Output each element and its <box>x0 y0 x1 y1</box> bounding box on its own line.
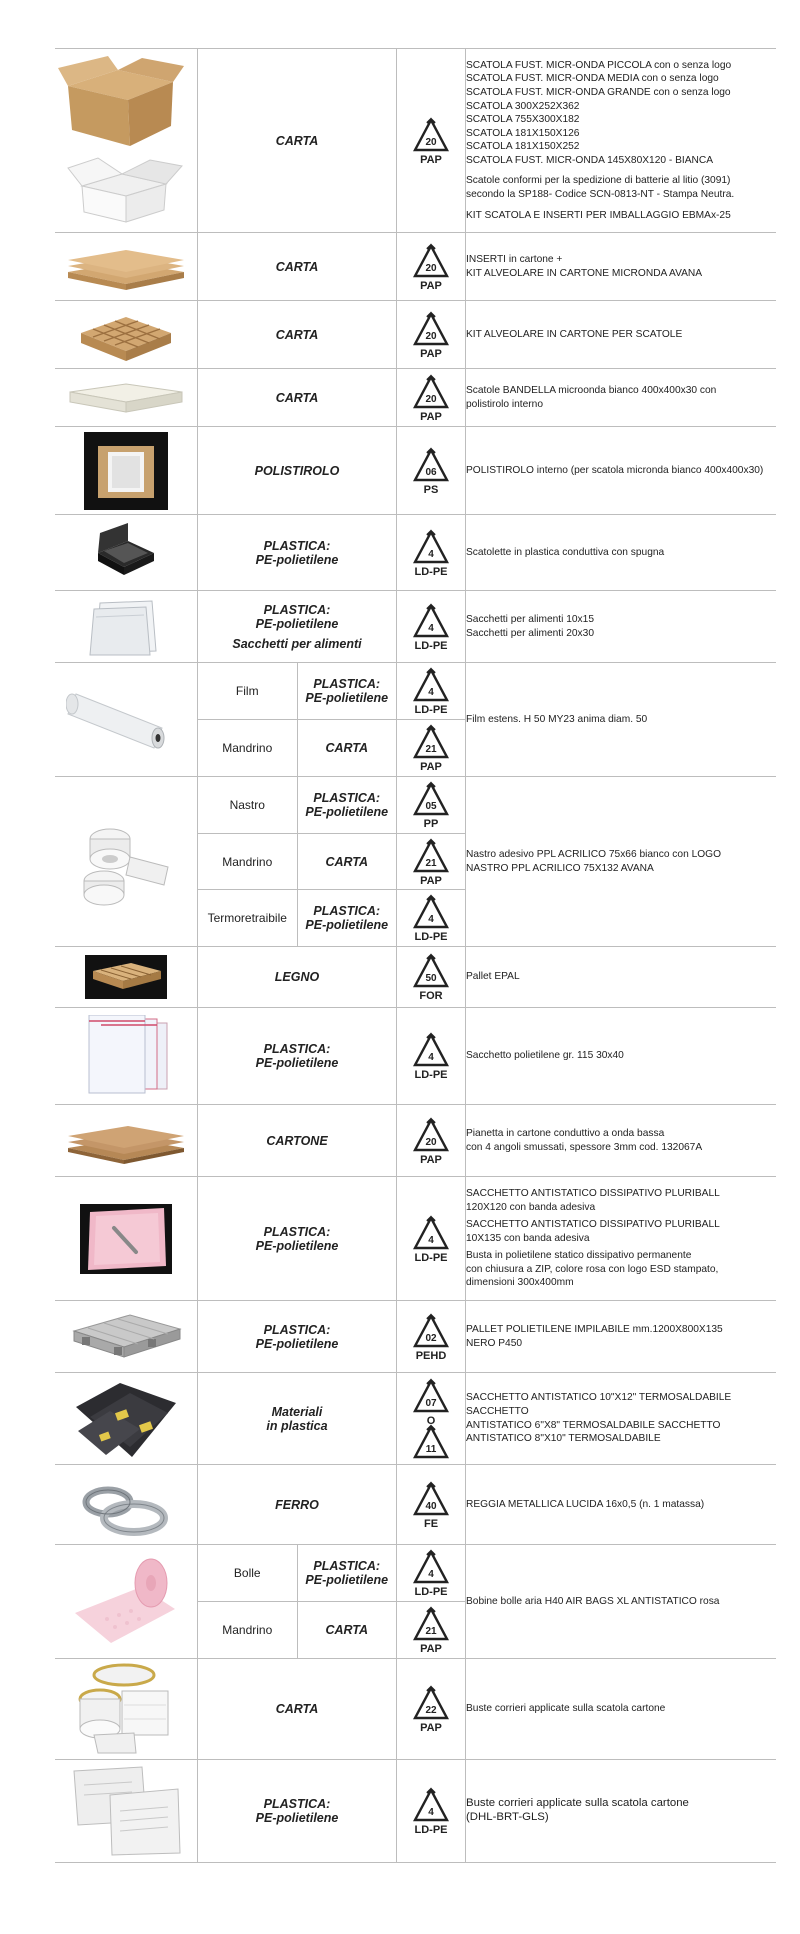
table-row <box>55 1760 776 1863</box>
table-row <box>55 369 776 427</box>
recycling-triangle-icon <box>411 243 451 291</box>
material-cell: Materiali in plastica <box>198 1373 397 1465</box>
svg-text:LD-PE: LD-PE <box>414 1069 448 1080</box>
product-image-cell <box>55 1301 198 1373</box>
recycling-triangle-pair-icon <box>411 1378 451 1460</box>
recycling-triangle-icon <box>411 724 451 772</box>
material-cell: PLASTICA: PE-polietilene <box>198 1008 397 1105</box>
description-cell: KIT ALVEOLARE IN CARTONE PER SCATOLE <box>466 301 777 369</box>
material-cell: PLASTICA: PE-polietilene <box>297 777 397 834</box>
part-label-cell: Mandrino <box>198 720 298 777</box>
svg-text:22: 22 <box>425 1705 437 1716</box>
table-row <box>55 1659 776 1760</box>
recycling-triangle-icon <box>411 1549 451 1597</box>
plastic-pallet-image <box>68 1309 184 1365</box>
material-cell: CARTONE <box>198 1105 397 1177</box>
recycling-symbol-cell <box>397 369 466 427</box>
metal-strap-image <box>78 1468 174 1542</box>
polyethylene-bags-image <box>81 1015 171 1097</box>
adhesive-tape-image <box>76 817 176 907</box>
svg-text:20: 20 <box>425 330 437 342</box>
svg-text:PAP: PAP <box>420 1722 442 1733</box>
recycling-symbol-cell <box>397 663 466 720</box>
svg-text:PAP: PAP <box>420 347 442 359</box>
svg-text:LD-PE: LD-PE <box>414 1251 448 1263</box>
recycling-triangle-icon <box>411 1313 451 1361</box>
recycling-table <box>55 48 776 1863</box>
svg-text:4: 4 <box>428 548 434 560</box>
product-image-cell <box>55 49 198 233</box>
material-cell: CARTA <box>297 720 397 777</box>
table-row <box>55 947 776 1008</box>
svg-text:4: 4 <box>428 622 434 634</box>
recycling-symbol-cell <box>397 1760 466 1863</box>
material-cell: PLASTICA: PE-polietilene <box>297 663 397 720</box>
recycling-symbol-cell <box>397 890 466 947</box>
recycling-triangle-icon <box>411 1117 451 1165</box>
material-cell: CARTA <box>198 301 397 369</box>
material-cell: FERRO <box>198 1465 397 1545</box>
recycling-symbol-cell <box>397 427 466 515</box>
product-image-cell <box>55 591 198 663</box>
recycling-symbol-cell <box>397 233 466 301</box>
table-row <box>55 1105 776 1177</box>
recycling-symbol-cell <box>397 777 466 834</box>
table-row <box>55 233 776 301</box>
recycling-symbol-cell <box>397 947 466 1008</box>
description-cell: Pallet EPAL <box>466 947 777 1008</box>
recycling-symbol-cell <box>397 1602 466 1659</box>
svg-text:PAP: PAP <box>420 279 442 291</box>
recycling-triangle-icon <box>411 447 451 495</box>
description-cell: Sacchetto polietilene gr. 115 30x40 <box>466 1008 777 1105</box>
wooden-pallet-image <box>85 955 167 999</box>
svg-text:20: 20 <box>425 136 437 148</box>
recycling-symbol-cell <box>397 720 466 777</box>
recycling-symbol-cell <box>397 1105 466 1177</box>
product-image-cell <box>55 1760 198 1863</box>
recycling-triangle-icon <box>411 1215 451 1263</box>
svg-text:50: 50 <box>425 973 437 984</box>
material-cell: CARTA <box>198 369 397 427</box>
material-cell: PLASTICA: PE-polietilene Sacchetti per alimenti <box>198 591 397 663</box>
recycling-triangle-icon <box>411 1481 451 1529</box>
food-bags-image <box>86 597 166 657</box>
product-image-cell <box>55 1659 198 1760</box>
svg-text:LD-PE: LD-PE <box>414 931 448 942</box>
material-cell: CARTA <box>198 49 397 233</box>
svg-text:PAP: PAP <box>420 153 442 165</box>
cardboard-box-image <box>58 56 194 226</box>
svg-text:PAP: PAP <box>420 761 442 772</box>
recycling-triangle-icon <box>411 374 451 422</box>
recycling-triangle-icon <box>411 781 451 829</box>
svg-text:06: 06 <box>425 466 437 478</box>
material-cell: PLASTICA: PE-polietilene <box>198 1301 397 1373</box>
label-rolls-image <box>74 1663 178 1755</box>
cardboard-grid-image <box>71 307 181 363</box>
recycling-symbol-cell <box>397 1008 466 1105</box>
description-cell: Pianetta in cartone conduttivo a onda bassa con 4 angoli smussati, spessore 3mm cod. 132067A <box>466 1105 777 1177</box>
material-cell: PLASTICA: PE-polietilene <box>198 1760 397 1863</box>
part-label-cell: Bolle <box>198 1545 298 1602</box>
description-cell: Scatole BANDELLA microonda bianco 400x400x30 con polistirolo interno <box>466 369 777 427</box>
recycling-symbol-cell <box>397 301 466 369</box>
svg-text:LD-PE: LD-PE <box>414 639 448 651</box>
svg-text:4: 4 <box>428 1569 434 1580</box>
table-row <box>55 1465 776 1545</box>
white-box-image <box>66 378 186 418</box>
stretch-film-image <box>66 684 186 756</box>
plastic-case-image <box>94 523 158 583</box>
recycling-symbol-cell <box>397 1177 466 1301</box>
product-image-cell <box>55 1105 198 1177</box>
svg-text:PAP: PAP <box>420 874 442 886</box>
svg-text:LD-PE: LD-PE <box>414 1824 448 1835</box>
recycling-triangle-icon <box>411 117 451 165</box>
part-label-cell: Film <box>198 663 298 720</box>
antistatic-bags-image <box>70 1377 182 1461</box>
description-cell: SACCHETTO ANTISTATICO DISSIPATIVO PLURIBALL 120X120 con banda adesiva SACCHETTO ANTISTATICO DISSIPATIVO PLURIBALL 10X135 con banda adesiva Busta in polietilene statico dissipativo permanente con chiusura a ZIP, colore rosa con logo ESD stampato, dimensioni 300x400mm <box>466 1177 777 1301</box>
cardboard-sheets-image <box>64 1116 188 1166</box>
material-cell: PLASTICA: PE-polietilene <box>297 890 397 947</box>
description-cell: Buste corrieri applicate sulla scatola cartone (DHL-BRT-GLS) <box>466 1760 777 1863</box>
table-row <box>55 1008 776 1105</box>
svg-text:LD-PE: LD-PE <box>414 1586 448 1597</box>
svg-text:40: 40 <box>425 1500 437 1512</box>
part-label-cell: Mandrino <box>198 1602 298 1659</box>
svg-text:4: 4 <box>428 687 434 698</box>
product-image-cell <box>55 777 198 947</box>
material-cell: PLASTICA: PE-polietilene <box>297 1545 397 1602</box>
description-cell: REGGIA METALLICA LUCIDA 16x0,5 (n. 1 matassa) <box>466 1465 777 1545</box>
description-cell: INSERTI in cartone + KIT ALVEOLARE IN CARTONE MICRONDA AVANA <box>466 233 777 301</box>
description-cell: Nastro adesivo PPL ACRILICO 75x66 bianco con LOGO NASTRO PPL ACRILICO 75X132 AVANA <box>466 777 777 947</box>
cardboard-inserts-image <box>64 242 188 292</box>
svg-text:07: 07 <box>425 1397 437 1409</box>
recycling-triangle-icon <box>411 953 451 1001</box>
description-cell: Sacchetti per alimenti 10x15 Sacchetti per alimenti 20x30 <box>466 591 777 663</box>
product-image-cell <box>55 1465 198 1545</box>
recycling-symbol-cell <box>397 1465 466 1545</box>
polystyrene-box-image <box>84 432 168 510</box>
description-cell: Bobine bolle aria H40 AIR BAGS XL ANTISTATICO rosa <box>466 1545 777 1659</box>
table-row <box>55 1373 776 1465</box>
part-label-cell: Mandrino <box>198 834 298 890</box>
product-image-cell <box>55 369 198 427</box>
recycling-triangle-icon <box>411 1787 451 1835</box>
product-image-cell <box>55 301 198 369</box>
description-cell: Buste corrieri applicate sulla scatola cartone <box>466 1659 777 1760</box>
svg-text:4: 4 <box>428 1807 434 1818</box>
svg-text:LD-PE: LD-PE <box>414 565 448 577</box>
material-cell: POLISTIROLO <box>198 427 397 515</box>
svg-text:4: 4 <box>428 914 434 925</box>
courier-envelopes-image <box>70 1765 182 1857</box>
recycling-symbol-cell <box>397 1545 466 1602</box>
svg-text:11: 11 <box>425 1443 437 1455</box>
description-cell: SCATOLA FUST. MICR-ONDA PICCOLA con o senza logo SCATOLA FUST. MICR-ONDA MEDIA con o senza logo SCATOLA FUST. MICR-ONDA GRANDE con o senza logo SCATOLA 300X252X362 SCATOLA 755X300X182 SCATOLA 181X150X126 SCATOLA 181X150X252 SCATOLA FUST. MICR-ONDA 145X80X120 - BIANCA Scatole conformi per la spedizione di batterie al litio (3091) secondo la SP188- Codice SCN-0813-NT - Stampa Neutra. KIT SCATOLA E INSERTI PER IMBALLAGGIO EBMAx-25 <box>466 49 777 233</box>
product-image-cell <box>55 1177 198 1301</box>
recycling-triangle-icon <box>411 603 451 651</box>
description-cell: SACCHETTO ANTISTATICO 10"X12" TERMOSALDABILE SACCHETTO ANTISTATICO 6"X8" TERMOSALDABILE SACCHETTO ANTISTATICO 8"X10" TERMOSALDABILE <box>466 1373 777 1465</box>
recycling-triangle-icon <box>411 667 451 715</box>
svg-text:4: 4 <box>428 1052 434 1063</box>
svg-text:20: 20 <box>425 1136 437 1148</box>
table-row <box>55 301 776 369</box>
table-row <box>55 49 776 233</box>
part-label-cell: Termoretraibile <box>198 890 298 947</box>
material-cell: CARTA <box>297 1602 397 1659</box>
table-row <box>55 1301 776 1373</box>
svg-text:LD-PE: LD-PE <box>414 704 448 715</box>
product-image-cell <box>55 233 198 301</box>
recycling-symbol-cell <box>397 1659 466 1760</box>
svg-text:21: 21 <box>425 1626 437 1637</box>
recycling-triangle-icon <box>411 311 451 359</box>
description-cell: Scatolette in plastica conduttiva con spugna <box>466 515 777 591</box>
svg-text:FOR: FOR <box>419 990 443 1001</box>
recycling-symbol-cell <box>397 834 466 890</box>
material-cell: CARTA <box>198 233 397 301</box>
product-image-cell <box>55 663 198 777</box>
svg-text:4: 4 <box>428 1234 434 1246</box>
table-row <box>55 1545 776 1602</box>
table-row <box>55 515 776 591</box>
description-cell: PALLET POLIETILENE IMPILABILE mm.1200X800X135 NERO P450 <box>466 1301 777 1373</box>
table-row <box>55 1177 776 1301</box>
recycling-symbol-cell <box>397 49 466 233</box>
material-cell: PLASTICA: PE-polietilene <box>198 1177 397 1301</box>
table-row <box>55 591 776 663</box>
material-cell: LEGNO <box>198 947 397 1008</box>
product-image-cell <box>55 1545 198 1659</box>
description-cell: Film estens. H 50 MY23 anima diam. 50 <box>466 663 777 777</box>
svg-text:02: 02 <box>425 1332 437 1344</box>
product-image-cell <box>55 1008 198 1105</box>
material-cell: CARTA <box>198 1659 397 1760</box>
antistatic-bag-image <box>80 1204 172 1274</box>
material-cell: PLASTICA: PE-polietilene <box>198 515 397 591</box>
part-label-cell: Nastro <box>198 777 298 834</box>
bubble-wrap-image <box>71 1557 181 1647</box>
svg-text:PEHD: PEHD <box>415 1349 447 1361</box>
recycling-triangle-icon <box>411 1685 451 1733</box>
svg-text:O: O <box>426 1414 436 1427</box>
svg-text:PP: PP <box>423 818 439 829</box>
svg-text:20: 20 <box>425 262 437 274</box>
table-row <box>55 663 776 720</box>
description-cell: POLISTIROLO interno (per scatola micronda bianco 400x400x30) <box>466 427 777 515</box>
recycling-symbol-cell <box>397 1301 466 1373</box>
svg-text:PS: PS <box>423 483 439 495</box>
svg-text:21: 21 <box>425 744 437 755</box>
svg-text:05: 05 <box>425 801 437 812</box>
product-image-cell <box>55 427 198 515</box>
recycling-symbol-cell <box>397 1373 466 1465</box>
svg-text:PAP: PAP <box>420 410 442 422</box>
product-image-cell <box>55 1373 198 1465</box>
svg-text:PAP: PAP <box>420 1153 442 1165</box>
recycling-triangle-icon <box>411 838 451 886</box>
recycling-triangle-icon <box>411 1606 451 1654</box>
table-row <box>55 777 776 834</box>
svg-text:PAP: PAP <box>420 1643 442 1654</box>
recycling-triangle-icon <box>411 529 451 577</box>
material-cell: CARTA <box>297 834 397 890</box>
recycling-triangle-icon <box>411 894 451 942</box>
recycling-symbol-cell <box>397 591 466 663</box>
svg-text:21: 21 <box>425 857 437 869</box>
product-image-cell <box>55 947 198 1008</box>
table-row <box>55 427 776 515</box>
recycling-symbol-cell <box>397 515 466 591</box>
product-image-cell <box>55 515 198 591</box>
recycling-triangle-icon <box>411 1032 451 1080</box>
svg-text:20: 20 <box>425 393 437 405</box>
svg-text:FE: FE <box>423 1517 439 1529</box>
